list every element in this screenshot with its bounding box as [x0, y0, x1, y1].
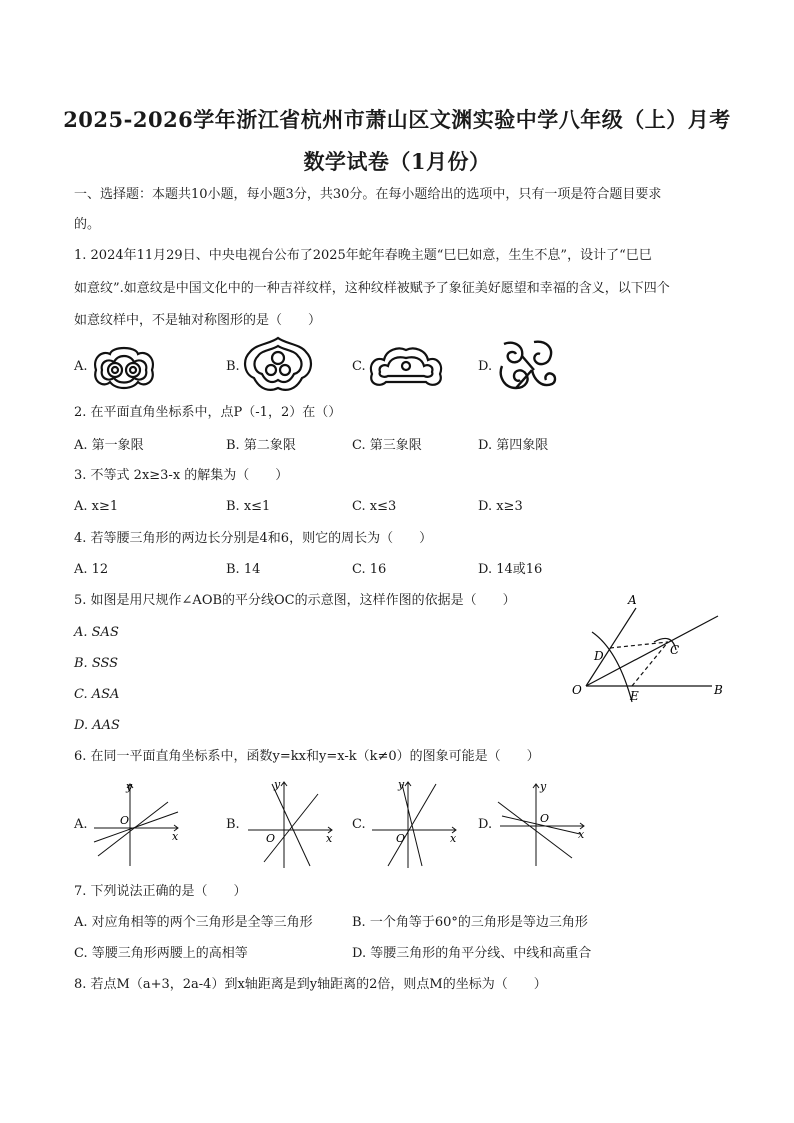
label-c: C	[670, 643, 680, 657]
q7-option-d: D. 等腰三角形的角平分线、中线和高重合	[352, 946, 592, 961]
q7-option-a: A. 对应角相等的两个三角形是全等三角形	[74, 915, 313, 930]
q6-graph-c	[364, 774, 464, 874]
ruyi-pattern-d-icon	[494, 336, 558, 400]
svg-text:O: O	[266, 832, 276, 845]
q6-graph-b	[240, 774, 340, 874]
ruyi-pattern-b-icon	[240, 334, 316, 400]
q3-option-b: B. x≤1	[226, 499, 271, 514]
ruyi-pattern-c-icon	[366, 340, 446, 396]
q6-graph-a	[86, 776, 186, 872]
q4-option-b: B. 14	[226, 562, 261, 577]
svg-text:x: x	[326, 832, 333, 845]
svg-text:x: x	[450, 832, 457, 845]
label-b: B	[714, 683, 723, 697]
origin-label: O	[120, 814, 130, 827]
exam-title-line1: 2025-2026学年浙江省杭州市萧山区文渊实验中学八年级（上）月考	[63, 107, 731, 132]
q4-option-a: A. 12	[74, 562, 109, 577]
svg-text:O: O	[540, 812, 550, 825]
q6-option-d: D.	[478, 817, 493, 832]
q5-stem: 5. 如图是用尺规作∠AOB的平分线OC的示意图，这样作图的依据是（ ）	[74, 593, 516, 608]
q1-line2: 如意纹”.如意纹是中国文化中的一种吉祥纹样，这种纹样被赋予了象征美好愿望和幸福的含义，以下四个	[74, 281, 670, 296]
q6-option-a: A.	[74, 817, 88, 832]
q1-option-b: B.	[226, 359, 240, 374]
label-d: D	[594, 649, 604, 663]
q1-line1: 1. 2024年11月29日、中央电视台公布了2025年蛇年春晚主题“巳巳如意，生生不息”，设计了“巳巳	[74, 248, 652, 263]
svg-text:x: x	[578, 828, 585, 841]
q3-option-d: D. x≥3	[478, 499, 523, 514]
q5-option-a: A. SAS	[74, 625, 119, 640]
label-e: E	[630, 689, 639, 703]
label-o: O	[572, 683, 582, 697]
x-axis-label: x	[172, 830, 179, 843]
q4-option-c: C. 16	[352, 562, 387, 577]
q6-graph-d	[492, 776, 592, 872]
section-heading-cont: 的。	[74, 217, 101, 232]
q8-stem: 8. 若点M（a+3，2a-4）到x轴距离是到y轴距离的2倍，则点M的坐标为（ ）	[74, 977, 547, 992]
angle-bisector-figure	[560, 590, 730, 714]
svg-text:y: y	[398, 778, 405, 791]
q3-option-c: C. x≤3	[352, 499, 397, 514]
svg-text:y: y	[274, 778, 281, 791]
q1-line3: 如意纹样中，不是轴对称图形的是（ ）	[74, 313, 322, 328]
q3-stem: 3. 不等式 2x≥3-x 的解集为（ ）	[74, 468, 289, 483]
q2-stem: 2. 在平面直角坐标系中，点P（-1，2）在（）	[74, 405, 342, 420]
svg-text:y: y	[540, 780, 547, 793]
q2-option-d: D. 第四象限	[478, 438, 549, 453]
q2-option-a: A. 第一象限	[74, 438, 144, 453]
ruyi-pattern-a-icon	[88, 340, 160, 396]
q5-option-c: C. ASA	[74, 687, 120, 702]
q2-option-b: B. 第二象限	[226, 438, 296, 453]
q2-option-c: C. 第三象限	[352, 438, 422, 453]
q1-option-a: A.	[74, 359, 88, 374]
q7-option-b: B. 一个角等于60°的三角形是等边三角形	[352, 915, 588, 930]
exam-title-line2: 数学试卷（1月份）	[303, 149, 491, 174]
y-axis-label: y	[126, 780, 133, 793]
q7-stem: 7. 下列说法正确的是（ ）	[74, 884, 247, 899]
q7-option-c: C. 等腰三角形两腰上的高相等	[74, 946, 248, 961]
q6-stem: 6. 在同一平面直角坐标系中，函数y=kx和y=x-k（k≠0）的图象可能是（ ）	[74, 749, 540, 764]
q5-option-d: D. AAS	[74, 718, 120, 733]
q3-option-a: A. x≥1	[74, 499, 119, 514]
q4-stem: 4. 若等腰三角形的两边长分别是4和6，则它的周长为（ ）	[74, 531, 433, 546]
svg-text:O: O	[396, 832, 406, 845]
q1-option-d: D.	[478, 359, 493, 374]
q4-option-d: D. 14或16	[478, 562, 543, 577]
q5-option-b: B. SSS	[74, 656, 119, 671]
q6-option-c: C.	[352, 817, 366, 832]
q1-option-c: C.	[352, 359, 366, 374]
label-a: A	[628, 593, 637, 607]
section-heading: 一、选择题：本题共10小题，每小题3分，共30分。在每小题给出的选项中，只有一项是符合题目要求	[74, 187, 662, 202]
q6-option-b: B.	[226, 817, 240, 832]
